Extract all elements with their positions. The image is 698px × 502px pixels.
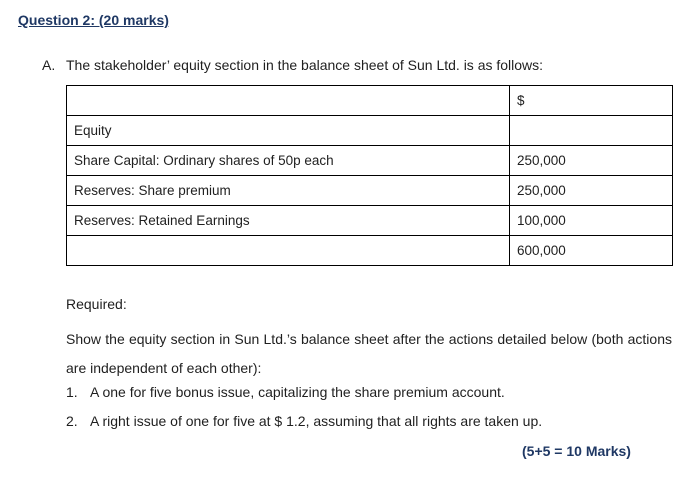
part-a-letter: A. <box>42 57 56 73</box>
list-item-text: A one for five bonus issue, capitalizing the share premium account. <box>90 384 505 400</box>
row-label <box>67 86 510 116</box>
table-row <box>67 86 673 116</box>
equity-table <box>66 85 673 266</box>
row-value <box>510 116 673 146</box>
part-a-line <box>42 57 543 73</box>
table-row <box>67 206 673 236</box>
row-label: Reserves: Share premium <box>67 176 510 206</box>
question-heading: Question 2: (20 marks) <box>18 12 169 28</box>
row-label <box>67 236 510 266</box>
list-item-number: 1. <box>66 384 78 400</box>
instruction-text: Show the equity section in Sun Ltd.’s balance sheet after the actions detailed below (both actions are independent of each other): <box>66 331 672 376</box>
row-label: Equity <box>67 116 510 146</box>
row-value: 600,000 <box>510 236 673 266</box>
row-value: 250,000 <box>510 146 673 176</box>
row-value: 100,000 <box>510 206 673 236</box>
list-item <box>66 384 505 400</box>
row-label: Reserves: Retained Earnings <box>67 206 510 236</box>
row-value: 250,000 <box>510 176 673 206</box>
required-label: Required: <box>66 296 127 312</box>
list-item-number: 2. <box>66 413 78 429</box>
list-item <box>66 413 542 429</box>
table-row <box>67 176 673 206</box>
table-row <box>67 146 673 176</box>
list-item-text: A right issue of one for five at $ 1.2, assuming that all rights are taken up. <box>90 413 543 429</box>
row-value: $ <box>510 86 673 116</box>
row-label: Share Capital: Ordinary shares of 50p each <box>67 146 510 176</box>
part-a-text: The stakeholder’ equity section in the balance sheet of Sun Ltd. is as follows: <box>66 57 544 73</box>
table-row <box>67 116 673 146</box>
marks-label: (5+5 = 10 Marks) <box>522 443 631 459</box>
table-row <box>67 236 673 266</box>
